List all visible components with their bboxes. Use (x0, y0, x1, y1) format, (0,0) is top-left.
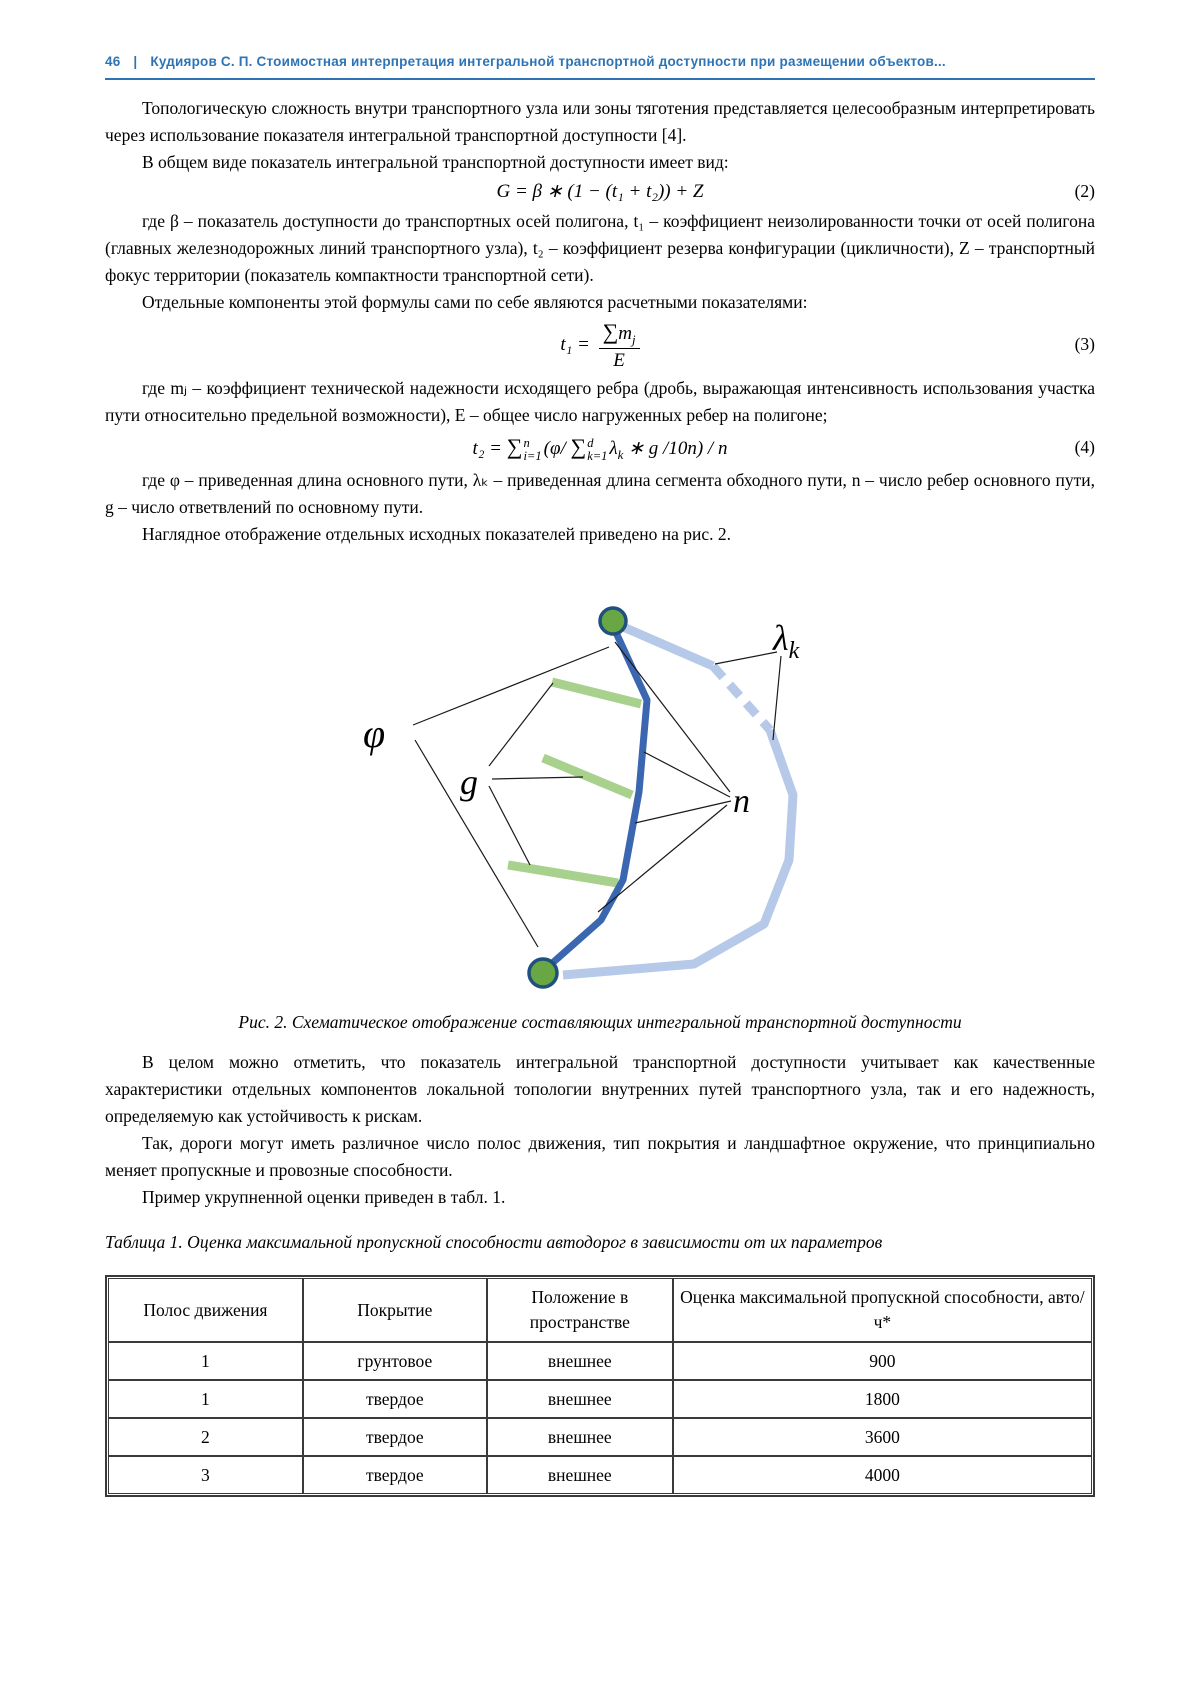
cell-surface: грунтовое (303, 1342, 487, 1380)
n-label: n (733, 782, 750, 820)
formula-2 (105, 180, 1095, 204)
table-row (108, 1418, 1092, 1456)
formula-4-lambda: λ (609, 438, 618, 460)
bypass-path-solid-lower (563, 730, 793, 975)
paragraph-figure-ref: Наглядное отображение отдельных исходных показателей приведено на рис. 2. (142, 523, 732, 544)
lambda-subscript: k (788, 637, 800, 664)
paragraph-general-form: В общем виде показатель интегральной транспортной доступности имеет вид: (142, 152, 729, 172)
formula-3-variable: m (618, 322, 633, 344)
cell-capacity: 1800 (673, 1380, 1092, 1418)
formula-3 (105, 320, 1095, 371)
sigma2-lower-limit: k=1 (587, 448, 608, 463)
main-path (549, 626, 647, 966)
formula-3-lhs: t₁ = (560, 333, 590, 355)
formula-4-open: (φ/ (543, 438, 566, 460)
header-rule (105, 78, 1095, 80)
g-callout-upper (489, 683, 553, 766)
cell-lanes: 1 (108, 1342, 303, 1380)
page-number: 46 (105, 54, 121, 69)
lambda-label (772, 618, 800, 664)
formula-3-number: (3) (1074, 334, 1095, 355)
table-row (108, 1342, 1092, 1380)
cell-position: внешнее (487, 1418, 673, 1456)
bypass-path-dashed-segment (713, 666, 770, 730)
col-header-position: Положение в пространстве (487, 1278, 673, 1342)
g-callout-middle (492, 777, 583, 779)
formula-4 (105, 433, 1095, 463)
branch-segment-middle (543, 758, 632, 795)
node-top (600, 608, 626, 634)
lambda-callout-down (773, 656, 781, 740)
formula-4-number: (4) (1074, 437, 1095, 458)
sigma-symbol: ∑ (570, 434, 587, 460)
col-header-lanes: Полос движения (108, 1278, 303, 1342)
table-1-caption: Таблица 1. Оценка максимальной пропускной способности автодорог в зависимости от их параметров (105, 1231, 883, 1252)
figure-2-diagram (105, 552, 1095, 997)
node-bottom (529, 959, 557, 987)
table-1-border (105, 1275, 1095, 1497)
paragraph-phi-definition: где φ – приведенная длина основного пути, λₖ – приведенная длина сегмента обходного пути, n – число ребер основного пути, g – число ответвлений по основному пути. (105, 469, 1095, 517)
sigma2-upper-limit: d (587, 435, 594, 450)
table-row (108, 1380, 1092, 1418)
branch-segment-upper (552, 682, 641, 704)
header-divider: | (133, 54, 138, 69)
col-header-surface: Покрытие (303, 1278, 487, 1342)
cell-lanes: 2 (108, 1418, 303, 1456)
g-label: g (460, 761, 478, 802)
formula-4-sigma2-limits (587, 437, 607, 463)
cell-lanes: 1 (108, 1380, 303, 1418)
paragraph-components: Отдельные компоненты этой формулы сами по себе являются расчетными показателями: (142, 291, 808, 312)
running-title: Кудияров С. П. Стоимостная интерпретация интегральной транспортной доступности при размещении объектов... (150, 54, 946, 69)
formula-4-lhs: t₂ = (472, 438, 503, 460)
cell-surface: твердое (303, 1456, 487, 1494)
cell-position: внешнее (487, 1380, 673, 1418)
table-header-row (108, 1278, 1092, 1342)
lambda-callout-left (715, 652, 777, 664)
formula-3-denominator: E (613, 350, 625, 372)
branch-segment-lower (508, 865, 618, 883)
cell-position: внешнее (487, 1456, 673, 1494)
table-1 (108, 1278, 1092, 1494)
cell-capacity: 3600 (673, 1418, 1092, 1456)
table-row (108, 1456, 1092, 1494)
formula-3-fraction (599, 320, 640, 371)
formula-3-numerator (599, 320, 640, 349)
formula-4-sigma1-limits (523, 437, 541, 463)
formula-4-tail: ∗ g /10n) / n (623, 438, 728, 460)
cell-lanes: 3 (108, 1456, 303, 1494)
paragraph-summary: В целом можно отметить, что показатель интегральной транспортной доступности учитывает как качественные характеристики отдельных компонентов локальной топологии внутренних путей транспортного узла, так и его надежность, определяемую как устойчивость к рискам. (105, 1051, 1095, 1126)
sigma1-upper-limit: n (523, 435, 530, 450)
bypass-path-solid-upper (621, 626, 713, 666)
cell-surface: твердое (303, 1418, 487, 1456)
figure-2 (105, 552, 1095, 1034)
page-header (105, 0, 1095, 69)
paragraph-mj-definition: где mⱼ – коэффициент технической надежности исходящего ребра (дробь, выражающая интенсивность использования участка пути относительно предельной возможности), E – общее число нагруженных ребер на полигоне; (105, 378, 1095, 426)
phi-label: φ (363, 710, 386, 756)
paragraph-topology: Топологическую сложность внутри транспортного узла или зоны тяготения представляется целесообразным интерпретировать через использование показателя интегральной транспортной доступности [4]. (105, 98, 1095, 145)
paragraph-beta-definition: где β – показатель доступности до транспортных осей полигона, t₁ – коэффициент неизолированности точки от осей полигона (главных железнодорожных линий транспортного узла), t₂ – коэффициент резерва конфигурации (цикличности), Z – транспортный фокус территории (показатель компактности транспортной сети). (105, 210, 1095, 285)
formula-3-subscript: j (632, 331, 636, 347)
sigma-symbol: ∑ (602, 318, 619, 344)
paragraph-roads: Так, дороги могут иметь различное число полос движения, тип покрытия и ландшафтное окружение, что принципиально меняет пропускные и провозные способности. (105, 1132, 1095, 1180)
cell-position: внешнее (487, 1342, 673, 1380)
figure-2-caption: Рис. 2. Схематическое отображение составляющих интегральной транспортной доступности (238, 1011, 962, 1032)
col-header-capacity: Оценка максимальной пропускной способности, авто/ч* (673, 1278, 1092, 1342)
cell-capacity: 4000 (673, 1456, 1092, 1494)
formula-2-body: G = β ∗ (1 − (t₁ + t₂)) + Z (496, 181, 704, 202)
cell-capacity: 900 (673, 1342, 1092, 1380)
sigma1-lower-limit: i=1 (523, 448, 542, 463)
n-callout-4 (598, 805, 727, 912)
formula-2-number: (2) (1074, 180, 1095, 201)
sigma-symbol: ∑ (506, 434, 523, 460)
formula-4-lambda-sub: k (617, 446, 624, 462)
cell-surface: твердое (303, 1380, 487, 1418)
paragraph-table-ref: Пример укрупненной оценки приведен в табл. 1. (142, 1186, 506, 1207)
n-callout-3 (635, 801, 731, 823)
lambda-symbol: λ (773, 617, 789, 658)
g-callout-lower (489, 786, 530, 865)
